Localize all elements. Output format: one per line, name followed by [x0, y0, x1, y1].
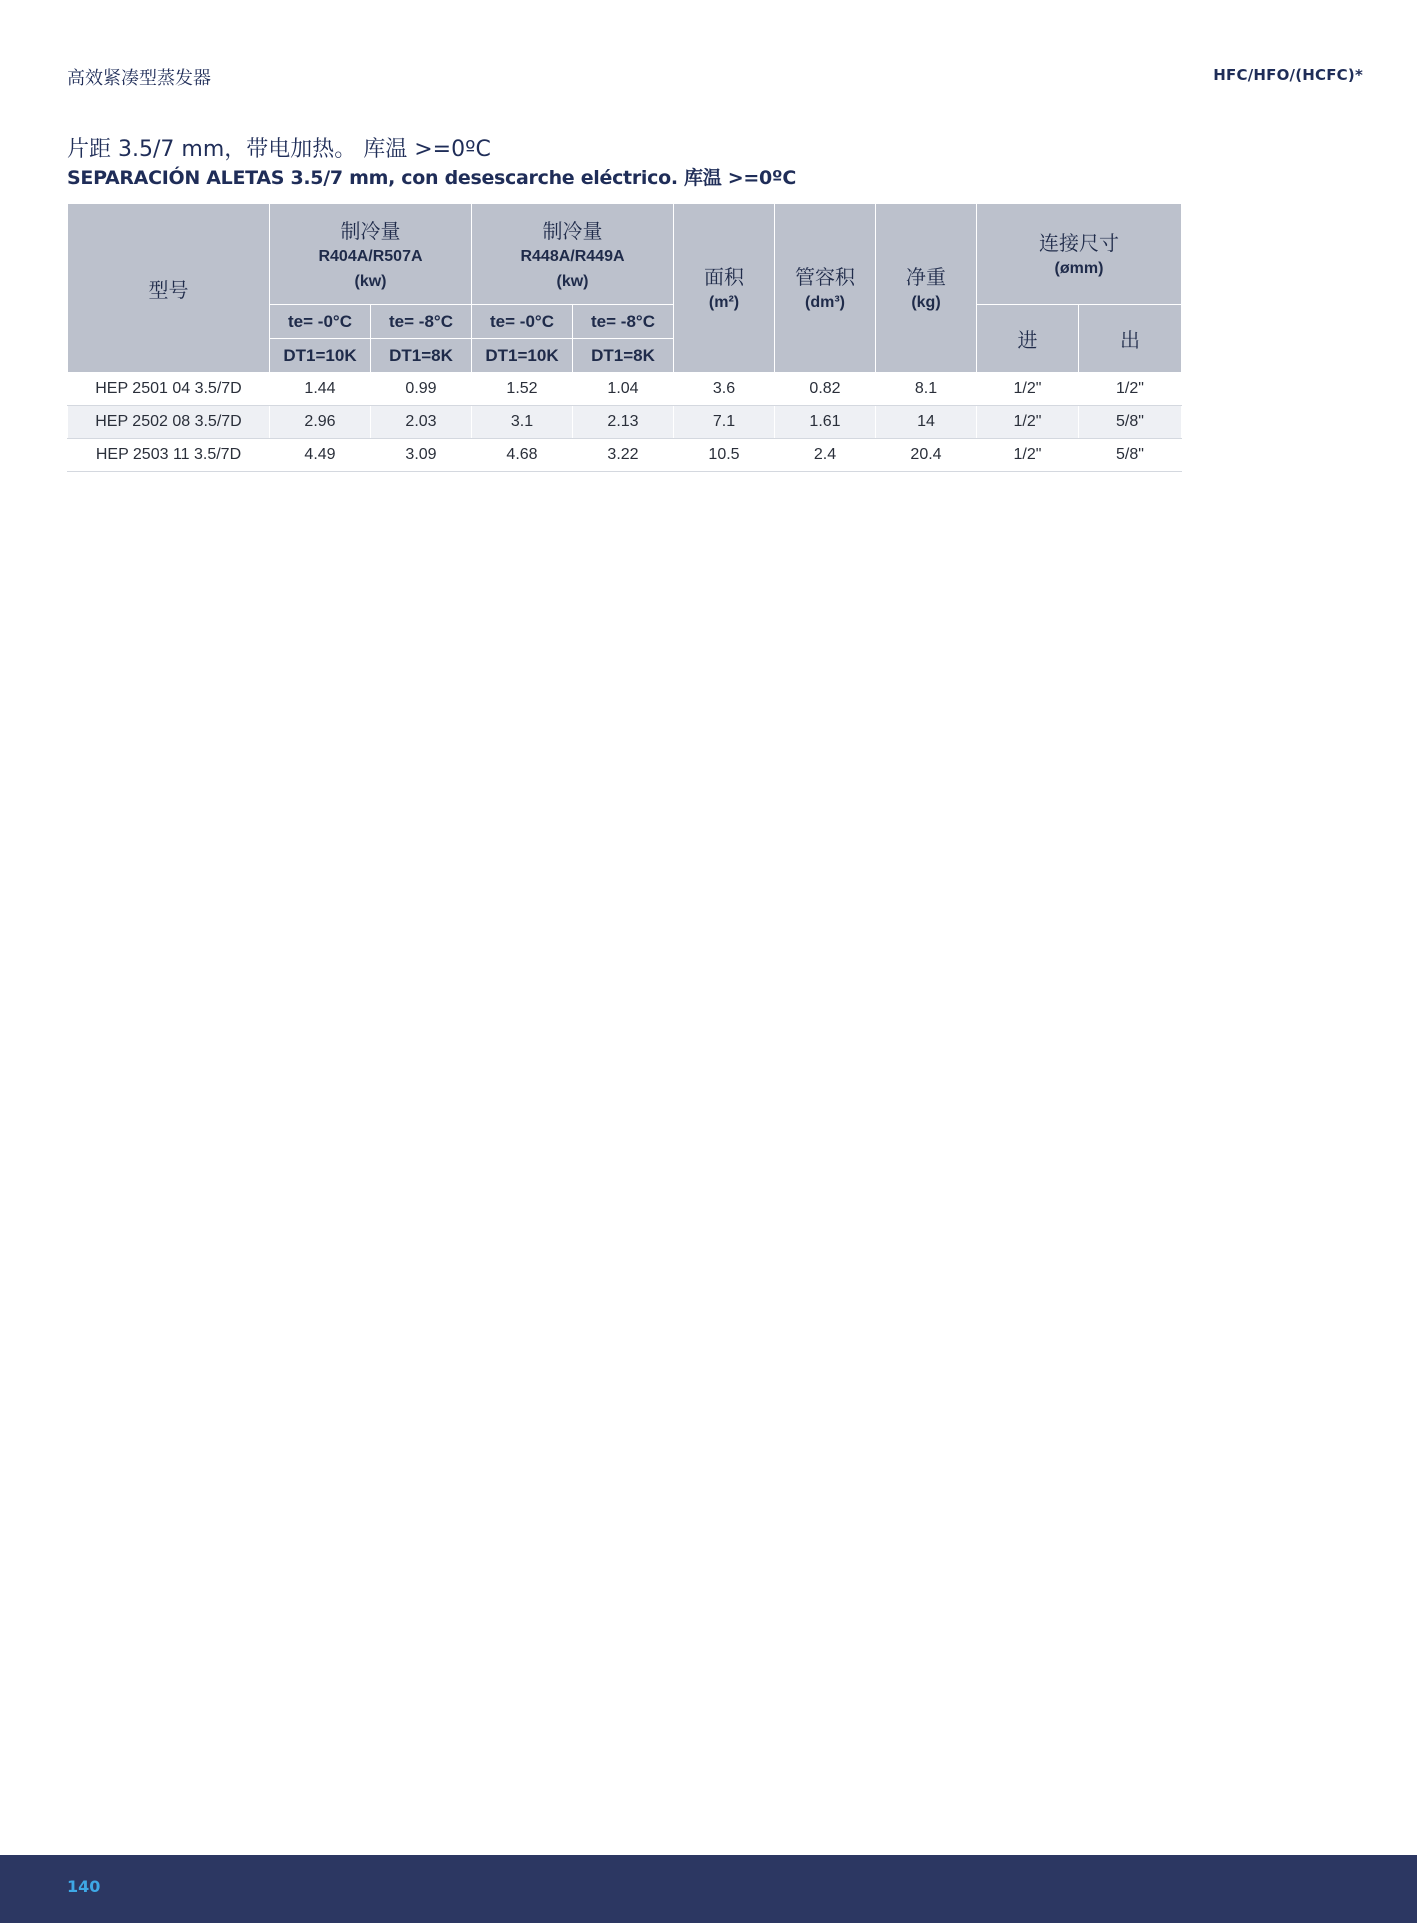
- table-title-spanish: SEPARACIÓN ALETAS 3.5/7 mm, con desescarche eléctrico. 库温 >=0ºC: [67, 167, 796, 189]
- header-connection-out: 出: [1079, 305, 1182, 373]
- cell-value: 5/8": [1079, 406, 1182, 439]
- cell-value: 0.82: [775, 373, 876, 406]
- cell-value: 1/2": [1079, 373, 1182, 406]
- page-number: 140: [67, 1877, 101, 1896]
- cell-value: 1/2": [977, 439, 1079, 472]
- header-dt8-r448a: DT1=8K: [573, 339, 674, 373]
- header-te0-r448a: te= -0°C: [472, 305, 573, 339]
- header-section-title: 高效紧凑型蒸发器: [67, 68, 211, 89]
- cell-value: 1.61: [775, 406, 876, 439]
- cell-value: 1/2": [977, 373, 1079, 406]
- cell-value: 3.6: [674, 373, 775, 406]
- cell-value: 3.1: [472, 406, 573, 439]
- cell-model: HEP 2502 08 3.5/7D: [68, 406, 270, 439]
- cell-value: 2.96: [270, 406, 371, 439]
- cell-value: 4.68: [472, 439, 573, 472]
- cell-value: 2.13: [573, 406, 674, 439]
- header-refrigerant-types: HFC/HFO/(HCFC)*: [1213, 66, 1363, 84]
- cell-value: 1/2": [977, 406, 1079, 439]
- cell-value: 2.4: [775, 439, 876, 472]
- cell-value: 14: [876, 406, 977, 439]
- header-tube-volume: 管容积 (dm³): [775, 204, 876, 373]
- header-dt10-r404a: DT1=10K: [270, 339, 371, 373]
- header-te8-r448a: te= -8°C: [573, 305, 674, 339]
- cell-value: 1.44: [270, 373, 371, 406]
- header-te8-r404a: te= -8°C: [371, 305, 472, 339]
- header-te0-r404a: te= -0°C: [270, 305, 371, 339]
- spec-table: [67, 203, 1182, 472]
- header-capacity-r404a: 制冷量 R404A/R507A (kw): [270, 204, 472, 305]
- cell-value: 8.1: [876, 373, 977, 406]
- cell-value: 5/8": [1079, 439, 1182, 472]
- table-row: [68, 373, 1182, 406]
- cell-value: 3.09: [371, 439, 472, 472]
- cell-value: 20.4: [876, 439, 977, 472]
- header-dt8-r404a: DT1=8K: [371, 339, 472, 373]
- header-dt10-r448a: DT1=10K: [472, 339, 573, 373]
- header-connection-in: 进: [977, 305, 1079, 373]
- cell-model: HEP 2501 04 3.5/7D: [68, 373, 270, 406]
- table-row: [68, 439, 1182, 472]
- table-title-chinese: 片距 3.5/7 mm，带电加热。 库温 >=0ºC: [67, 137, 491, 162]
- cell-value: 2.03: [371, 406, 472, 439]
- cell-value: 10.5: [674, 439, 775, 472]
- cell-value: 1.52: [472, 373, 573, 406]
- cell-value: 0.99: [371, 373, 472, 406]
- cell-model: HEP 2503 11 3.5/7D: [68, 439, 270, 472]
- header-connection-size: 连接尺寸 (ømm): [977, 204, 1182, 305]
- cell-value: 4.49: [270, 439, 371, 472]
- table-row: [68, 406, 1182, 439]
- header-model: 型号: [68, 204, 270, 373]
- cell-value: 1.04: [573, 373, 674, 406]
- header-net-weight: 净重 (kg): [876, 204, 977, 373]
- cell-value: 7.1: [674, 406, 775, 439]
- header-area: 面积 (m²): [674, 204, 775, 373]
- cell-value: 3.22: [573, 439, 674, 472]
- header-capacity-r448a: 制冷量 R448A/R449A (kw): [472, 204, 674, 305]
- footer-bar: [0, 1855, 1417, 1923]
